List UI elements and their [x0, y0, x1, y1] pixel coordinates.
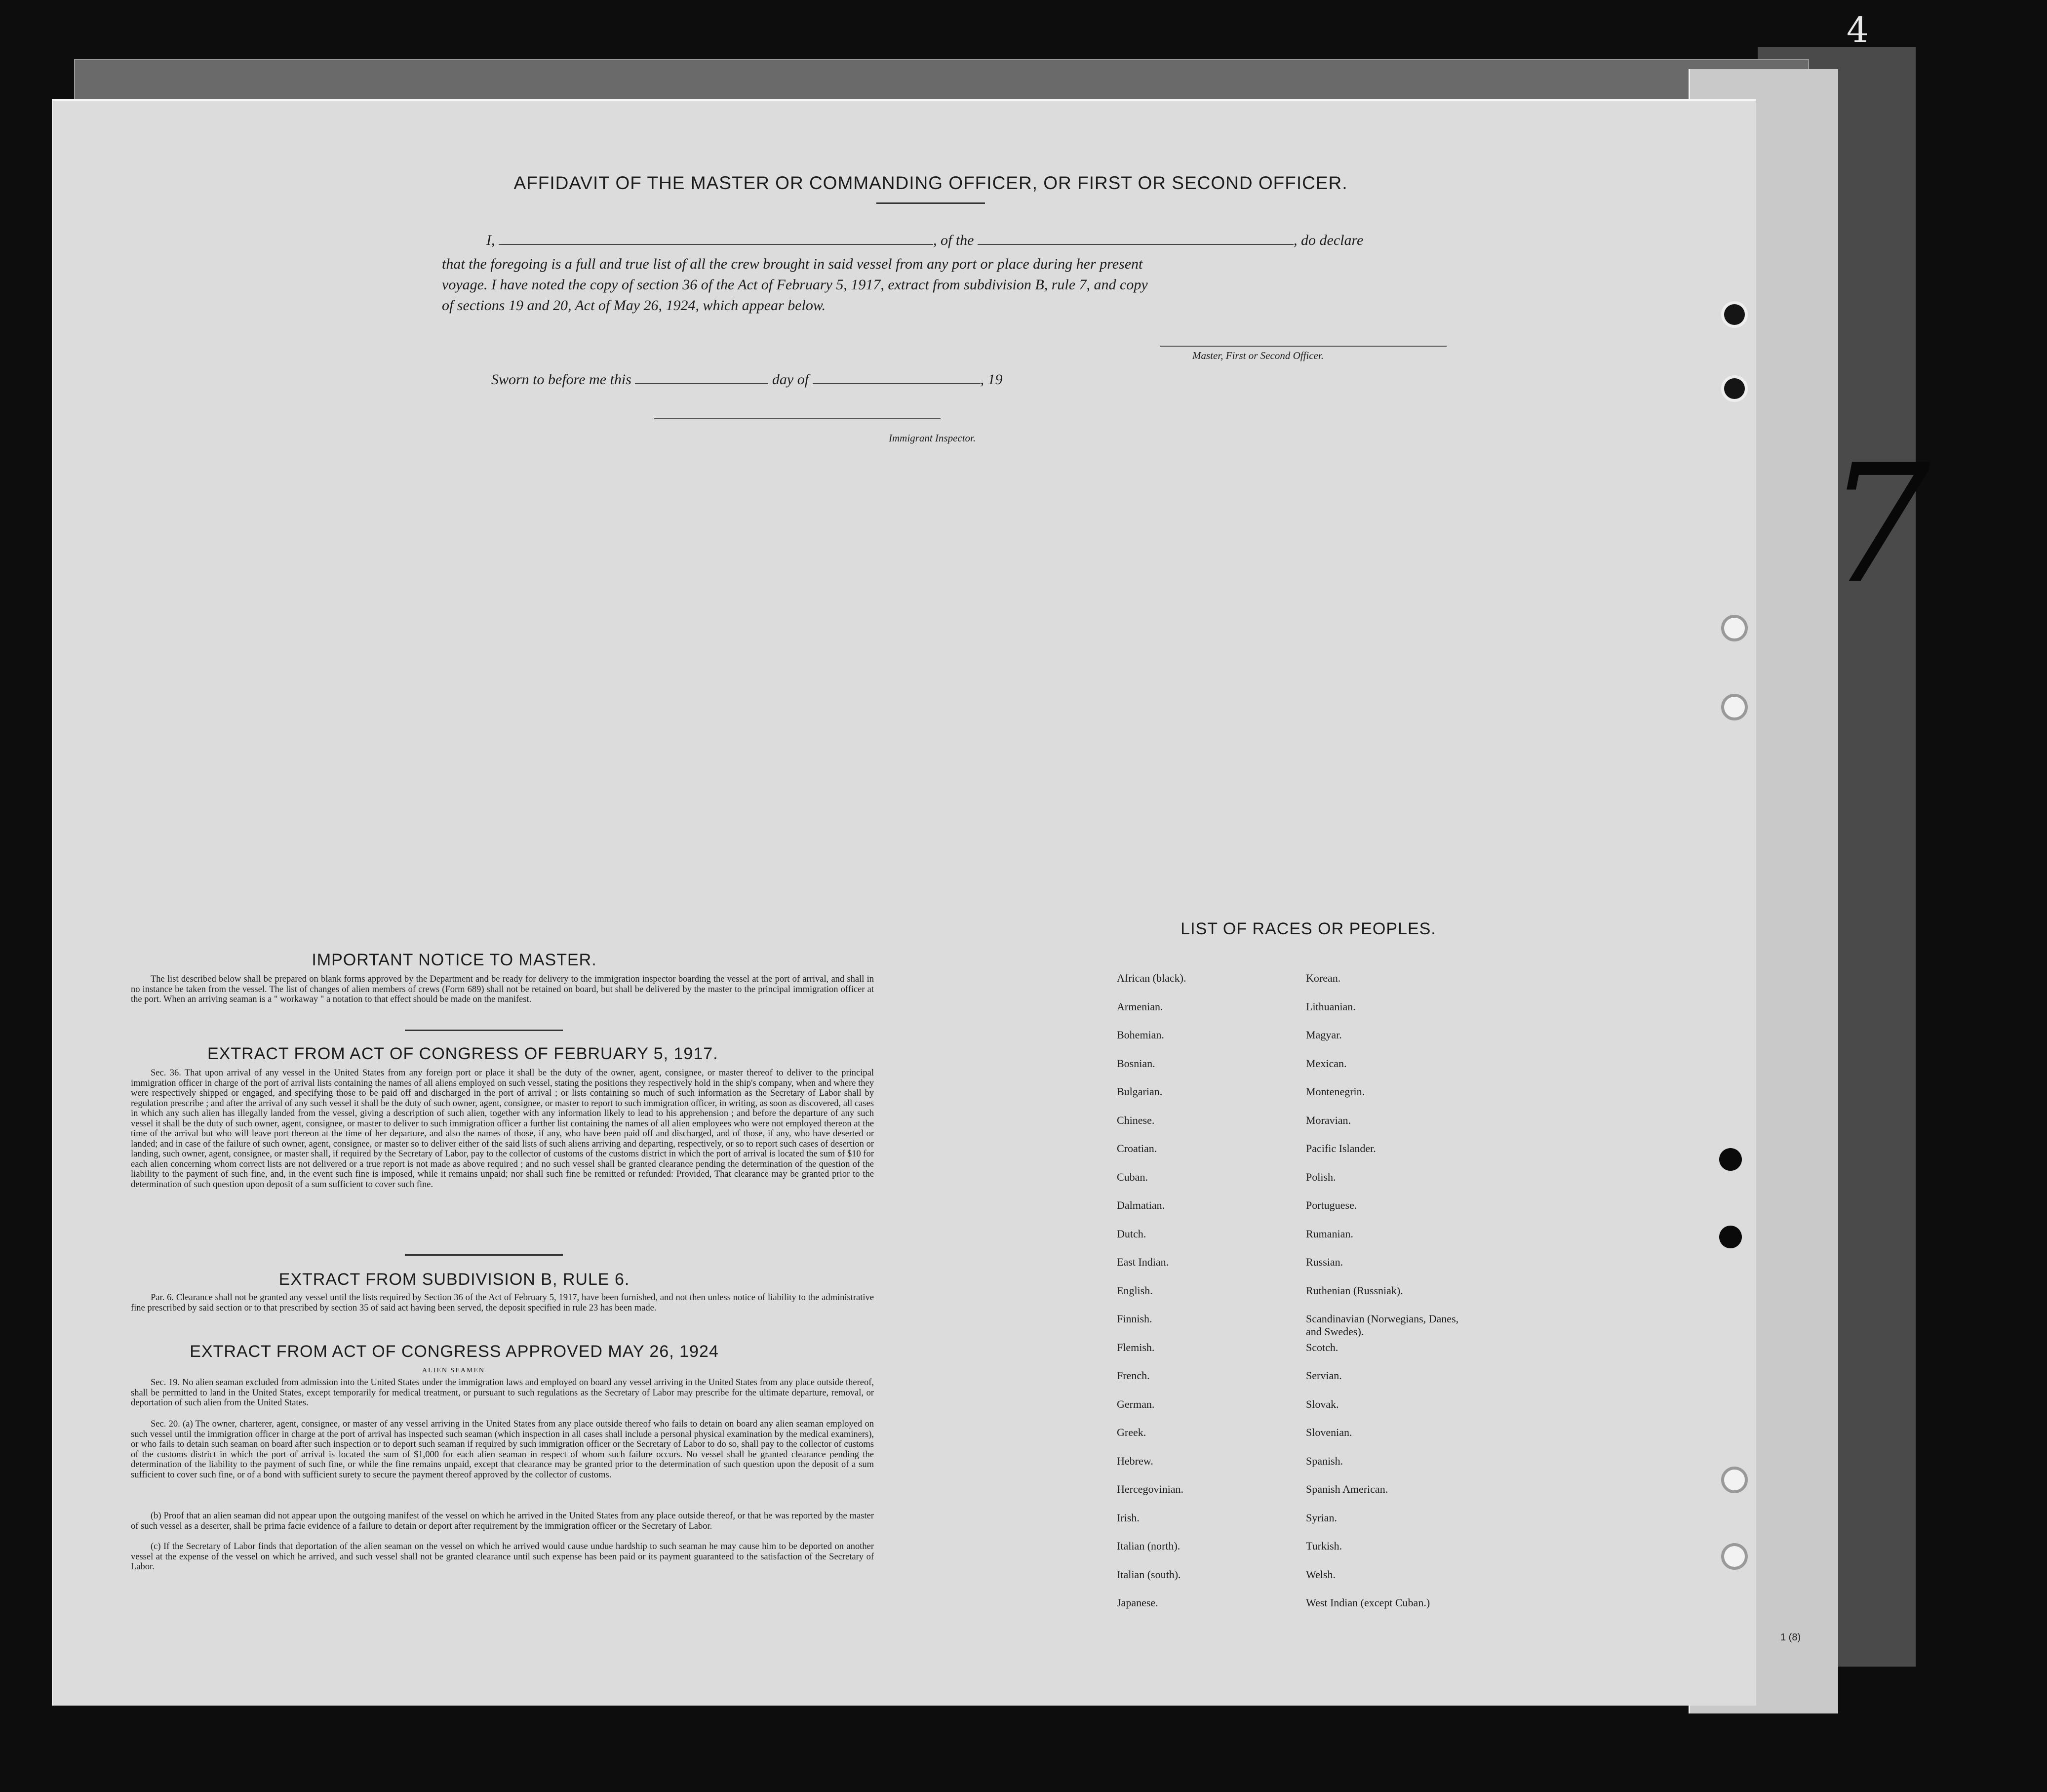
race-item: Spanish. [1306, 1454, 1343, 1467]
sworn-line [491, 371, 1003, 388]
extract-1924-title: EXTRACT FROM ACT OF CONGRESS APPROVED MAY 26, 1924 [190, 1342, 719, 1361]
race-item: Bosnian. [1117, 1057, 1155, 1070]
sworn-text: Sworn to before me this [491, 371, 631, 388]
sec-20b-text: (b) Proof that an alien seaman did not appear upon the outgoing manifest of the vessel on which he arrived in the United States from any place outside thereof, or that he was reported by the master of such vessel as a deserter, shall be prima facie evidence of a failure to detain or deport after requirement by the immigration officer or the Secretary of Labor. [131, 1511, 874, 1531]
officer-caption: Master, First or Second Officer. [1192, 350, 1324, 361]
race-item: Armenian. [1117, 1000, 1163, 1013]
race-item: Montenegrin. [1306, 1085, 1365, 1098]
race-item: Ruthenian (Russniak). [1306, 1284, 1403, 1297]
race-item: Lithuanian. [1306, 1000, 1356, 1013]
race-item: English. [1117, 1284, 1153, 1297]
affidavit-i: I, [486, 232, 495, 248]
year-text: , 19 [980, 371, 1003, 388]
notice-title: IMPORTANT NOTICE TO MASTER. [312, 951, 597, 969]
race-item: Greek. [1117, 1426, 1146, 1438]
race-item: Chinese. [1117, 1114, 1155, 1126]
race-item: West Indian (except Cuban.) [1306, 1596, 1430, 1609]
punch-hole [1721, 1467, 1748, 1493]
punch-hole [1721, 375, 1748, 402]
affidavit-line-1 [486, 232, 1363, 249]
sec-20c-text: (c) If the Secretary of Labor finds that deportation of the alien seaman on the vessel on which he arrived would cause undue hardship to such seaman he may cause him to be deported on another vessel at the expense of the vessel on which he arrived, and such vessel shall not be granted clearance until such expense has been paid or its payment guaranteed to the satisfaction of the Secretary of Labor. [131, 1542, 874, 1572]
race-item: French. [1117, 1369, 1150, 1382]
race-item: Scandinavian (Norwegians, Danes, and Swedes). [1306, 1313, 1459, 1338]
race-item: Bulgarian. [1117, 1085, 1163, 1098]
affidavit-line-4: of sections 19 and 20, Act of May 26, 1924, which appear below. [442, 297, 826, 314]
affidavit-title: AFFIDAVIT OF THE MASTER OR COMMANDING OFFICER, OR FIRST OR SECOND OFFICER. [513, 173, 1348, 193]
race-item: Finnish. [1117, 1313, 1152, 1325]
race-item: Pacific Islander. [1306, 1142, 1376, 1155]
race-item: Portuguese. [1306, 1199, 1357, 1211]
race-item: African (black). [1117, 972, 1186, 984]
corner-number: 4 [1847, 10, 1869, 50]
alien-seamen-subtitle: ALIEN SEAMEN [422, 1367, 485, 1374]
affidavit-of-the: , of the [933, 232, 974, 248]
race-item: Italian (south). [1117, 1568, 1181, 1581]
divider [876, 202, 985, 204]
race-item: Hercegovinian. [1117, 1483, 1183, 1495]
sec-20a-text: Sec. 20. (a) The owner, charterer, agent, consignee, or master of any vessel arriving in the United States from any place outside thereof who fails to detain on board any alien seaman employed on such vessel until the immigration officer in charge at the port of arrival has inspected such seaman (which inspection in all cases shall include a personal physical examination by the medical examiners), or who fails to detain such seaman on board after such inspection or to deport such seaman if required by such immigration officer or the Secretary of Labor to do so, shall pay to the collector of customs of the customs district in which the port of arrival is located the sum of $1,000 for each alien seaman in respect of whom such failure occurs. No vessel shall be granted clearance pending the determination of the liability to the payment of such fine, or while the fine remains unpaid, except that clearance may be granted prior to the determination of such question upon the deposit of a sum sufficient to cover such fine, or of a bond with sufficient surety to secure the payment thereof approved by the collector of customs. [131, 1419, 874, 1480]
race-item: Spanish American. [1306, 1483, 1388, 1495]
race-item: Slovenian. [1306, 1426, 1352, 1438]
day-blank [635, 374, 768, 384]
sec-19-text: Sec. 19. No alien seaman excluded from admission into the United States under the immigration laws and employed on board any vessel arriving in the United States from any place outside thereof, shall be permitted to land in the United States, except temporarily for medical treatment, or pursuant to such regulations as the Secretary of Labor may prescribe for the ultimate departure, removal, or deportation of such alien from the United States. [131, 1378, 874, 1408]
day-of-text: day of [772, 371, 809, 388]
affidavit-line-3: voyage. I have noted the copy of section 36 of the Act of February 5, 1917, extract from subdivision B, rule 7, and copy [442, 277, 1148, 293]
race-item: Dalmatian. [1117, 1199, 1165, 1211]
race-item: Japanese. [1117, 1596, 1158, 1609]
race-item: Bohemian. [1117, 1029, 1164, 1041]
punch-hole [1721, 694, 1748, 720]
race-item: Croatian. [1117, 1142, 1157, 1155]
inspector-signature-line [654, 418, 941, 419]
race-item: Slovak. [1306, 1397, 1339, 1410]
race-item: Rumanian. [1306, 1227, 1353, 1240]
inspector-caption: Immigrant Inspector. [889, 432, 976, 444]
form-number: 1 (8) [1780, 1632, 1801, 1643]
race-item: Moravian. [1306, 1114, 1351, 1126]
race-item: Cuban. [1117, 1170, 1148, 1183]
race-item: Turkish. [1306, 1540, 1342, 1552]
punch-hole [1721, 615, 1748, 641]
rule-6-text: Par. 6. Clearance shall not be granted any vessel until the lists required by Section 36 of the Act of February 5, 1917, have been furnished, and not then unless notice of liability to the administrative fine prescribed by said section or to that prescribed by section 35 of said act having been served, the deposit specified in rule 23 has been made. [131, 1293, 874, 1313]
name-blank [499, 235, 933, 245]
month-blank [813, 374, 981, 384]
race-item: Mexican. [1306, 1057, 1347, 1070]
race-item: Italian (north). [1117, 1540, 1181, 1552]
race-item: Polish. [1306, 1170, 1336, 1183]
race-item: Irish. [1117, 1511, 1140, 1524]
races-title: LIST OF RACES OR PEOPLES. [1181, 919, 1436, 938]
race-item: Korean. [1306, 972, 1341, 984]
notice-text: The list described below shall be prepared on blank forms approved by the Department and be ready for delivery to the immigration inspector boarding the vessel at the port of arrival, and shall in no instance be taken from the vessel. The list of changes of alien members of crews (Form 689) shall not be retained on board, but shall be delivered by the master to the principal immigration officer at the port. When an arriving seaman is a " workaway " a notation to that effect should be made on the manifest. [131, 974, 874, 1004]
punch-hole [1719, 1148, 1742, 1171]
divider [405, 1030, 563, 1031]
race-item: Russian. [1306, 1256, 1343, 1268]
race-item: East Indian. [1117, 1256, 1169, 1268]
punch-hole [1721, 1543, 1748, 1570]
race-item: Scotch. [1306, 1341, 1338, 1354]
punch-hole [1721, 301, 1748, 328]
officer-signature-line [1160, 346, 1447, 347]
handwritten-mark: 7 [1827, 430, 1930, 619]
affidavit-line-2: that the foregoing is a full and true list of all the crew brought in said vessel from any port or place during her present [442, 256, 1143, 272]
extract-1917-title: EXTRACT FROM ACT OF CONGRESS OF FEBRUARY 5, 1917. [207, 1044, 718, 1063]
race-item: Syrian. [1306, 1511, 1337, 1524]
race-item: Servian. [1306, 1369, 1342, 1382]
race-item: Magyar. [1306, 1029, 1342, 1041]
race-item: German. [1117, 1397, 1155, 1410]
affidavit-declare: , do declare [1294, 232, 1364, 248]
race-item: Hebrew. [1117, 1454, 1153, 1467]
race-item: Welsh. [1306, 1568, 1336, 1581]
punch-hole [1719, 1226, 1742, 1248]
race-item: Flemish. [1117, 1341, 1155, 1354]
divider [405, 1254, 563, 1256]
race-item: Dutch. [1117, 1227, 1146, 1240]
rule-6-title: EXTRACT FROM SUBDIVISION B, RULE 6. [278, 1270, 630, 1289]
extract-1917-text: Sec. 36. That upon arrival of any vessel in the United States from any foreign port or place it shall be the duty of the owner, agent, consignee, or master thereof to deliver to the principal immigration officer in charge of the port of arrival lists containing the names of all aliens employed on such vessel, stating the positions they respectively hold in the ship's company, when and where they were respectively shipped or engaged, and specifying those to be paid off and discharged in the port of arrival ; or lists containing so much of such information as the Secretary of Labor shall by regulation prescribe ; and after the arrival of any such vessel it shall be the duty of such owner, agent, consignee, or master to report to such immigration officer, in writing, as soon as discovered, all cases in which any such alien has illegally landed from the vessel, giving a description of such alien, together with any information likely to lead to his apprehension ; and before the departure of any such vessel it shall be the duty of such owner, agent, consignee, or master to deliver to such immigration officer a further list containing the names of all alien employees who were not employed thereon at the time of the arrival but who will leave port thereon at the time of her departure, and also the names of those, if any, who have been paid off and discharged, and of those, if any, who have deserted or landed; and in case of the failure of such owner, agent, consignee, or master so to deliver either of the said lists of such aliens arriving and departing, respectively, or so to report such cases of desertion or landing, such owner, agent, consignee, or master shall, if required by the Secretary of Labor, pay to the collector of customs of the customs district in which the port of arrival is located the sum of $10 for each alien concerning whom correct lists are not delivered or a true report is not made as above required ; and no such vessel shall be granted clearance pending the determination of the question of the liability to the payment of such fine, and, in the event such fine is imposed, while it remains unpaid; nor shall such fine be remitted or refunded: Provided, That clearance may be granted prior to the determination of such question upon deposit of a sum sufficient to cover such fine. [131, 1068, 874, 1190]
vessel-blank [978, 235, 1294, 245]
